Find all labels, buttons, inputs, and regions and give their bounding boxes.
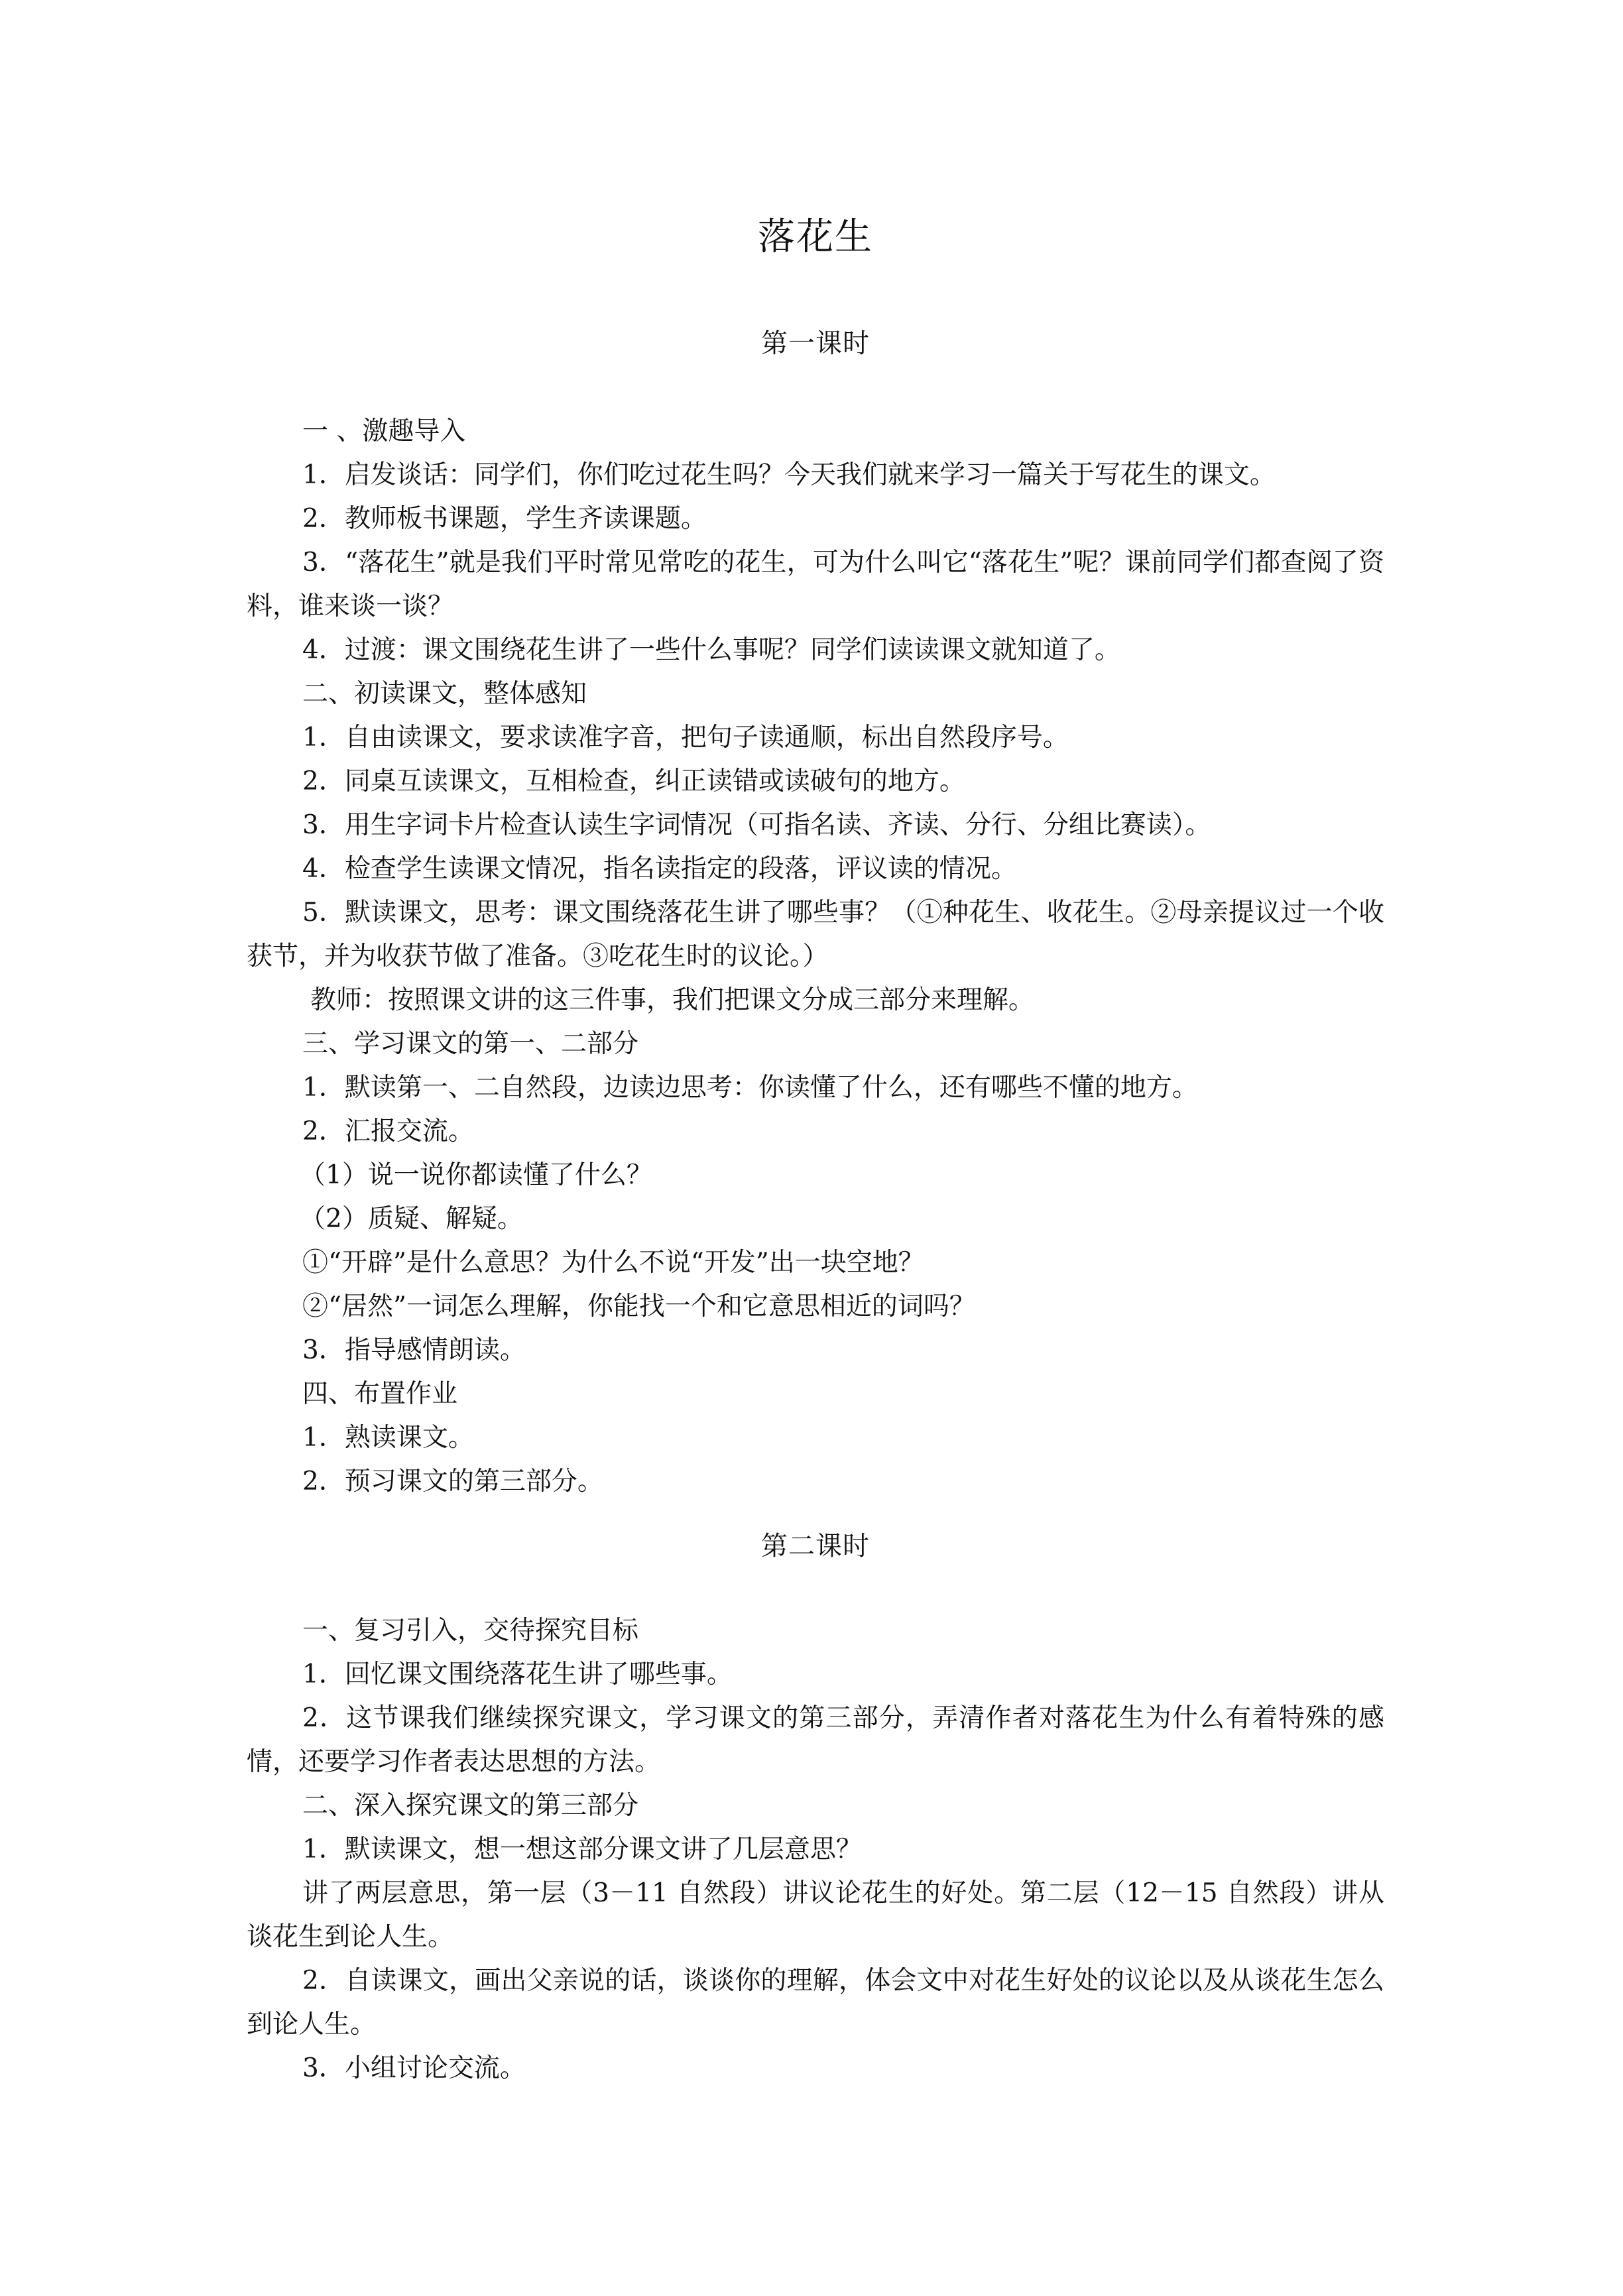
paragraph: 讲了两层意思，第一层（3－11 自然段）讲议论花生的好处。第二层（12－15 自然段）讲从谈花生到论人生。 [247, 1878, 1384, 1952]
paragraph: 1．回忆课文围绕落花生讲了哪些事。 [302, 1660, 733, 1689]
paragraph: 教师：按照课文讲的这三件事，我们把课文分成三部分来理解。 [310, 985, 1035, 1015]
paragraph: ①“开辟”是什么意思？为什么不说“开发”出一块空地？ [302, 1248, 924, 1278]
paragraph: 1．默读课文，想一想这部分课文讲了几层意思？ [302, 1835, 862, 1864]
paragraph: 3．指导感情朗读。 [302, 1335, 526, 1365]
lesson1-body [247, 410, 1384, 1504]
paragraph: 2．自读课文，画出父亲说的话，谈谈你的理解，体会文中对花生好处的议论以及从谈花生怎么到论人生。 [247, 1966, 1384, 2039]
paragraph: 3．小组讨论交流。 [302, 2053, 526, 2083]
paragraph: 2．同桌互读课文，互相检查，纠正读错或读破句的地方。 [302, 766, 965, 796]
paragraph: 三、学习课文的第一、二部分 [302, 1029, 639, 1059]
paragraph: 3．用生字词卡片检查认读生字词情况（可指名读、齐读、分行、分组比赛读）。 [302, 810, 1211, 840]
paragraph: ②“居然”一词怎么理解，你能找一个和它意思相近的词吗？ [302, 1292, 975, 1321]
paragraph: 二、初读课文，整体感知 [302, 679, 587, 709]
paragraph: 2．这节课我们继续探究课文，学习课文的第三部分，弄清作者对落花生为什么有着特殊的感情，还要学习作者表达思想的方法。 [247, 1703, 1384, 1777]
paragraph: （1）说一说你都读懂了什么？ [300, 1160, 652, 1190]
paragraph: 5．默读课文，思考：课文围绕落花生讲了哪些事？（①种花生、收花生。②母亲提议过一个收获节，并为收获节做了准备。③吃花生时的议论。） [247, 898, 1384, 971]
paragraph: 2．预习课文的第三部分。 [302, 1467, 603, 1496]
paragraph: 四、布置作业 [302, 1379, 458, 1409]
lesson2-body [247, 1609, 1384, 2090]
paragraph: 1．默读第一、二自然段，边读边思考：你读懂了什么，还有哪些不懂的地方。 [302, 1073, 1198, 1103]
paragraph: 一 、激趣导入 [302, 416, 466, 446]
document-title: 落花生 [758, 215, 873, 259]
paragraph: 3．“落花生”就是我们平时常见常吃的花生，可为什么叫它“落花生”呢？课前同学们都查阅了资料，谁来谈一谈？ [247, 548, 1384, 621]
paragraph: 2．教师板书课题，学生齐读课题。 [302, 504, 707, 534]
paragraph: 4．检查学生读课文情况，指名读指定的段落，评议读的情况。 [302, 854, 1017, 884]
paragraph: 一、复习引入，交待探究目标 [302, 1616, 639, 1646]
paragraph: 二、深入探究课文的第三部分 [302, 1791, 639, 1821]
lesson2-heading: 第二课时 [761, 1531, 870, 1561]
paragraph: 2．汇报交流。 [302, 1117, 474, 1146]
paragraph: 1．熟读课文。 [302, 1423, 474, 1453]
paragraph: （2）质疑、解疑。 [300, 1204, 523, 1234]
paragraph: 4．过渡：课文围绕花生讲了一些什么事呢？同学们读读课文就知道了。 [302, 635, 1120, 665]
lesson1-heading: 第一课时 [761, 328, 870, 359]
paragraph: 1．启发谈话：同学们，你们吃过花生吗？今天我们就来学习一篇关于写花生的课文。 [302, 460, 1276, 490]
paragraph: 1．自由读课文，要求读准字音，把句子读通顺，标出自然段序号。 [302, 723, 1069, 753]
